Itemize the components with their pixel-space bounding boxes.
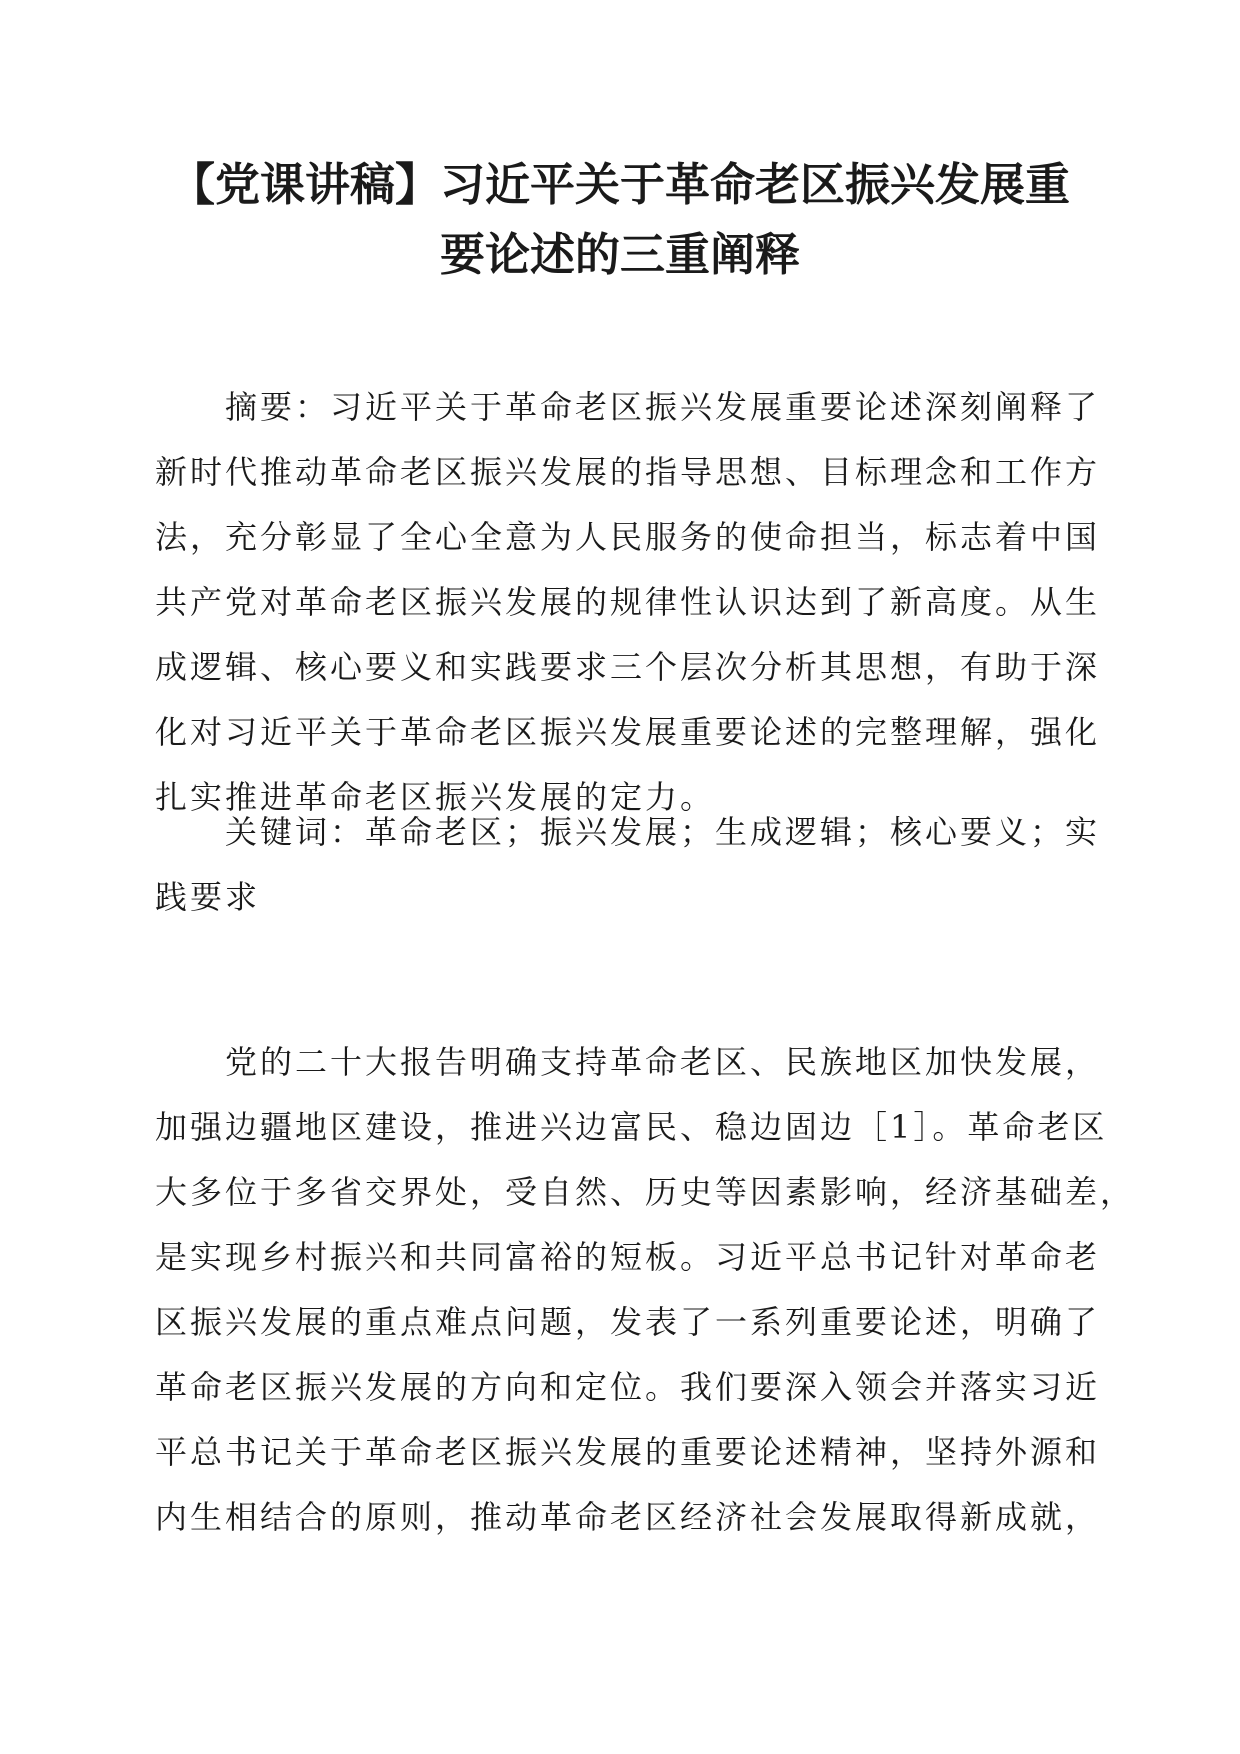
abstract-line: 成逻辑、核心要义和实践要求三个层次分析其思想，有助于深 [155, 648, 1101, 686]
intro-line: 区振兴发展的重点难点问题，发表了一系列重要论述，明确了 [155, 1303, 1101, 1341]
keywords-line: 关键词：革命老区；振兴发展；生成逻辑；核心要义；实 [155, 813, 1101, 851]
intro-line: 加强边疆地区建设，推进兴边富民、稳边固边［1］。革命老区 [155, 1108, 1108, 1146]
document-title [150, 150, 1090, 290]
intro-line: 党的二十大报告明确支持革命老区、民族地区加快发展， [155, 1043, 1101, 1081]
intro-line: 革命老区振兴发展的方向和定位。我们要深入领会并落实习近 [155, 1368, 1101, 1406]
intro-line: 大多位于多省交界处，受自然、历史等因素影响，经济基础差， [155, 1173, 1136, 1211]
abstract-line: 扎实推进革命老区振兴发展的定力。 [155, 778, 716, 816]
abstract-line: 法，充分彰显了全心全意为人民服务的使命担当，标志着中国 [155, 518, 1101, 556]
abstract-line: 化对习近平关于革命老区振兴发展重要论述的完整理解，强化 [155, 713, 1101, 751]
intro-line: 内生相结合的原则，推动革命老区经济社会发展取得新成就， [155, 1498, 1101, 1536]
title-line: 【党课讲稿】习近平关于革命老区振兴发展重 [169, 158, 1070, 211]
keywords-line: 践要求 [155, 878, 261, 916]
intro-line: 是实现乡村振兴和共同富裕的短板。习近平总书记针对革命老 [155, 1238, 1101, 1276]
abstract-line: 摘要：习近平关于革命老区振兴发展重要论述深刻阐释了 [155, 388, 1101, 426]
intro-paragraph [155, 1030, 1136, 1550]
abstract-paragraph [155, 375, 1101, 830]
keywords-paragraph [155, 800, 1101, 930]
abstract-line: 共产党对革命老区振兴发展的规律性认识达到了新高度。从生 [155, 583, 1101, 621]
title-line: 要论述的三重阐释 [439, 228, 800, 281]
abstract-line: 新时代推动革命老区振兴发展的指导思想、目标理念和工作方 [155, 453, 1101, 491]
intro-line: 平总书记关于革命老区振兴发展的重要论述精神，坚持外源和 [155, 1433, 1101, 1471]
